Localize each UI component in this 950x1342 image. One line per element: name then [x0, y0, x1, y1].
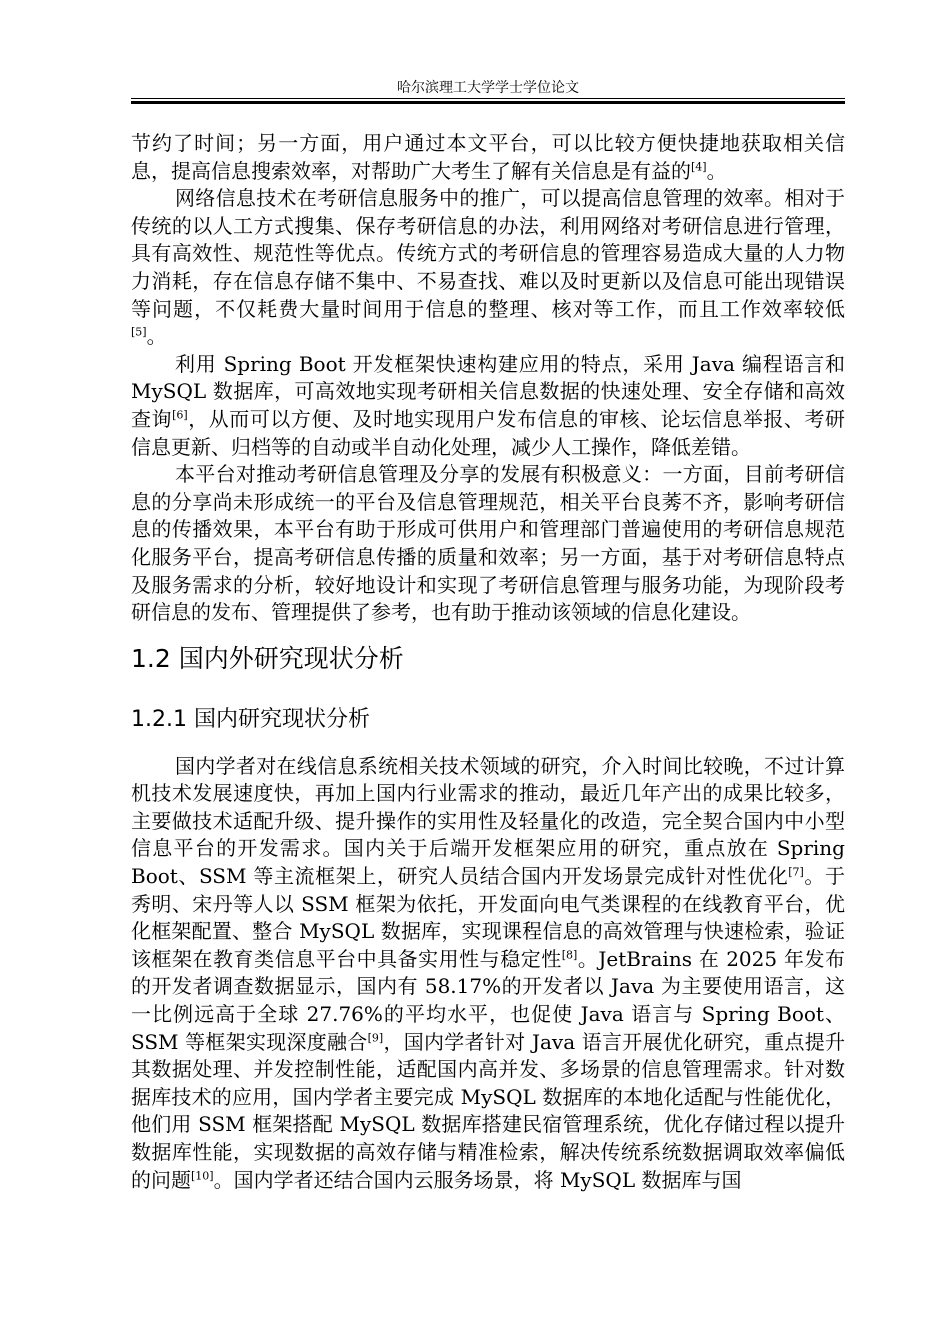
paragraph-text: 利用 Spring Boot 开发框架快速构建应用的特点，采用 Java 编程语言和 MySQL 数据库，可高效地实现考研相关信息数据的快速处理、安全存储和高效查询: [131, 351, 845, 431]
body-text: 。于秀明、宋丹等人以 SSM 框架为依托，开发面向电气类课程的在线教育平台，优化框架配置、整合 MySQL 数据库，实现课程信息的高效管理与快速检索，验证该框架在教育类信息平台中具备实用性与稳定性: [131, 864, 846, 971]
citation-ref: [8]: [561, 948, 578, 962]
citation-ref: [10]: [191, 1168, 214, 1182]
citation-ref: [7]: [788, 865, 804, 879]
paragraph-3: [131, 351, 845, 461]
body-text: 。国内学者还结合国内云服务场景，将 MySQL 数据库与国: [213, 1167, 742, 1192]
subsection-heading: 1.2.1 国内研究现状分析: [131, 706, 370, 732]
paragraph-tail: ，从而可以方便、及时地实现用户发布信息的审核、论坛信息举报、考研信息更新、归档等的自动或半自动化处理，减少人工操作，降低差错。: [131, 406, 846, 459]
citation-ref: [5]: [131, 325, 147, 339]
body-text: 国内学者对在线信息系统相关技术领域的研究，介入时间比较晚，不过计算机技术发展速度快，再加上国内行业需求的推动，最近几年产出的成果比较多，主要做技术适配升级、提升操作的实用性及轻量化的改造，完全契合国内中小型信息平台的开发需求。国内关于后端开发框架应用的研究，重点放在 Spring Boot、SSM 等主流框架上，研究人员结合国内开发场景完成针对性优化: [131, 753, 845, 889]
header-rule-thick: [131, 101, 845, 104]
citation-ref: [6]: [172, 408, 188, 422]
page-body: [131, 130, 845, 1194]
paragraph-text: 网络信息技术在考研信息服务中的推广，可以提高信息管理的效率。相对于传统的以人工方式搜集、保存考研信息的办法，利用网络对考研信息进行管理，具有高效性、规范性等优点。传统方式的考研信息的管理容易造成大量的人力物力消耗，存在信息存储不集中、不易查找、难以及时更新以及信息可能出现错误等问题，不仅耗费大量时间用于信息的整理、核对等工作，而且工作效率较低: [131, 186, 845, 321]
body-text: 。JetBrains 在 2025 年发布的开发者调查数据显示，国内有 58.17%的开发者以 Java 为主要使用语言，这一比例远高于全球 27.76%的平均水平，也促使 Java 语言与 Spring Boot、SSM 等框架实现深度融合: [131, 946, 845, 1054]
paragraph-4: [131, 461, 845, 627]
citation-ref: [4]: [691, 159, 707, 173]
page-header: [131, 78, 845, 106]
paragraph-text: 节约了时间；另一方面，用户通过本文平台，可以比较方便快捷地获取相关信息，提高信息搜索效率，对帮助广大考生了解有关信息是有益的: [131, 131, 845, 183]
paragraph-tail: 。: [146, 324, 167, 349]
header-rule-thin: [131, 98, 845, 99]
paragraph-2: [131, 185, 845, 351]
paragraph-1: [131, 130, 845, 185]
section-heading: 1.2 国内外研究现状分析: [131, 643, 404, 673]
paragraph-5: [131, 753, 845, 1195]
body-text: ，国内学者针对 Java 语言开展优化研究，重点提升其数据处理、并发控制性能，适配国内高并发、多场景的信息管理需求。针对数据库技术的应用，国内学者主要完成 MySQL 数据库的本地化适配与性能优化，他们用 SSM 框架搭配 MySQL 数据库搭建民宿管理系统，优化存储过程以提升数据库性能，实现数据的高效存储与精准检索，解决传统系统数据调取效率偏低的问题: [131, 1029, 845, 1192]
citation-ref: [9]: [367, 1030, 384, 1044]
paragraph-tail: 。: [706, 158, 727, 183]
running-header-title: 哈尔滨理工大学学士学位论文: [397, 80, 579, 96]
paragraph-text: 本平台对推动考研信息管理及分享的发展有积极意义：一方面，目前考研信息的分享尚未形成统一的平台及信息管理规范，相关平台良莠不齐，影响考研信息的传播效果，本平台有助于形成可供用户和管理部门普遍使用的考研信息规范化服务平台，提高考研信息传播的质量和效率；另一方面，基于对考研信息特点及服务需求的分析，较好地设计和实现了考研信息管理与服务功能，为现阶段考研信息的发布、管理提供了参考，也有助于推动该领域的信息化建设。: [131, 462, 845, 625]
